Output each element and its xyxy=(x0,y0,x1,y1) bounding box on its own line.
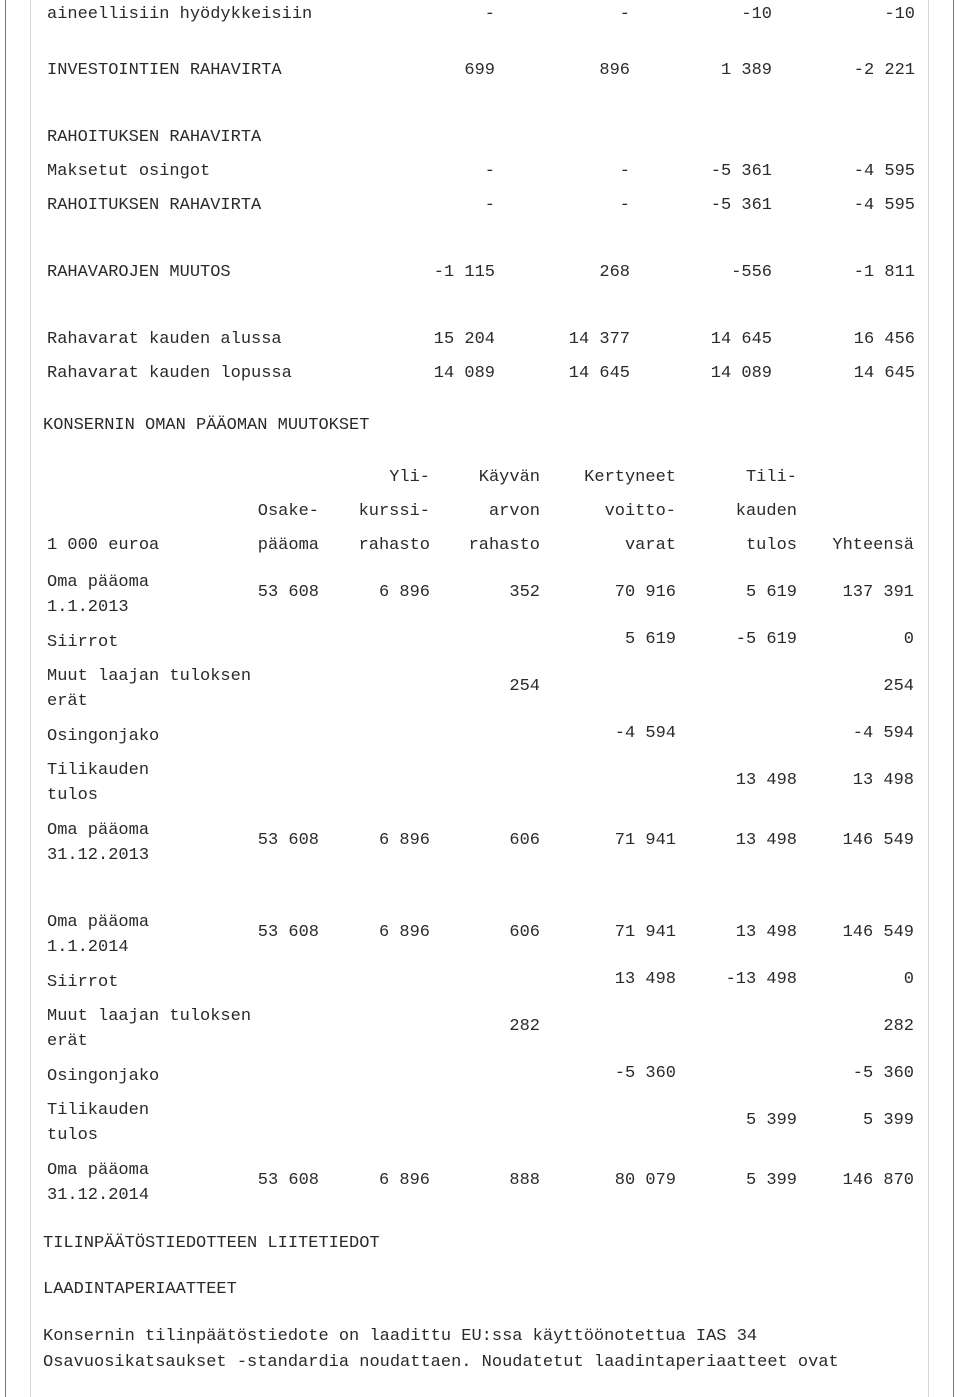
equity-cell: 606 xyxy=(509,923,540,942)
equity-cell: 53 608 xyxy=(257,583,319,602)
equity-cell: -5 360 xyxy=(852,1064,914,1083)
notes-title: TILINPÄÄTÖSTIEDOTTEEN LIITETIEDOT xyxy=(43,1234,380,1253)
equity-cell: 13 498 xyxy=(614,970,676,989)
header-cell: Tili- xyxy=(745,468,797,487)
cashflow-row xyxy=(47,5,915,29)
header-cell: Osake- xyxy=(257,502,319,521)
notes-subtitle: LAADINTAPERIAATTEET xyxy=(43,1280,237,1299)
cashflow-cell: -556 xyxy=(731,263,772,282)
cashflow-cell: - xyxy=(484,5,495,24)
cashflow-cell: 14 089 xyxy=(433,364,495,383)
cashflow-cell: -10 xyxy=(884,5,915,24)
cashflow-cell: -4 595 xyxy=(853,196,915,215)
equity-cell: 146 549 xyxy=(842,923,914,942)
equity-cell: 888 xyxy=(509,1171,540,1190)
cashflow-cell: - xyxy=(619,162,630,181)
header-cell: arvon xyxy=(488,502,540,521)
equity-cell: -13 498 xyxy=(725,970,797,989)
equity-cell: 137 391 xyxy=(842,583,914,602)
cashflow-label: Rahavarat kauden lopussa xyxy=(47,364,292,383)
equity-cell: 0 xyxy=(903,970,914,989)
header-cell: Yli- xyxy=(389,468,430,487)
label-line: 31.12.2014 xyxy=(47,1186,150,1205)
label-line: Oma pääoma xyxy=(47,1161,150,1180)
equity-row xyxy=(47,1064,915,1089)
equity-cell: 146 870 xyxy=(842,1171,914,1190)
page-border-right-inner xyxy=(928,0,929,1397)
cashflow-label: RAHAVAROJEN MUUTOS xyxy=(47,263,231,282)
label-line: Siirrot xyxy=(47,973,119,992)
header-cell: tulos xyxy=(745,536,797,555)
equity-row xyxy=(47,1098,915,1148)
label-line: erät xyxy=(47,1032,88,1051)
equity-cell: 606 xyxy=(509,831,540,850)
cashflow-cell: 14 377 xyxy=(568,330,630,349)
cashflow-label: aineellisiin hyödykkeisiin xyxy=(47,5,313,24)
equity-row xyxy=(47,724,915,749)
unit-label: 1 000 euroa xyxy=(47,536,160,555)
equity-row-label xyxy=(47,910,149,960)
equity-cell: -4 594 xyxy=(852,724,914,743)
cashflow-row xyxy=(47,330,915,354)
equity-row xyxy=(47,1158,915,1208)
cashflow-cell: -2 221 xyxy=(853,61,915,80)
cashflow-label: Rahavarat kauden alussa xyxy=(47,330,282,349)
equity-row xyxy=(47,1004,915,1054)
header-cell: kauden xyxy=(735,502,797,521)
label-line: Muut laajan tuloksen xyxy=(47,667,252,686)
cashflow-cell: 14 645 xyxy=(568,364,630,383)
cashflow-row xyxy=(47,263,915,287)
equity-row-label xyxy=(47,970,118,995)
cashflow-cell: 14 645 xyxy=(853,364,915,383)
cashflow-cell: -1 811 xyxy=(853,263,915,282)
label-line: Oma pääoma xyxy=(47,913,150,932)
cashflow-cell: -5 361 xyxy=(710,162,772,181)
equity-row xyxy=(47,818,915,868)
header-cell: varat xyxy=(624,536,676,555)
cashflow-cell: -10 xyxy=(741,5,772,24)
header-cell: voitto- xyxy=(604,502,676,521)
equity-title: KONSERNIN OMAN PÄÄOMAN MUUTOKSET xyxy=(43,416,370,435)
equity-cell: 13 498 xyxy=(852,771,914,790)
equity-cell: 282 xyxy=(509,1017,540,1036)
equity-row xyxy=(47,630,915,655)
label-line: Siirrot xyxy=(47,633,119,652)
equity-cell: 80 079 xyxy=(614,1171,676,1190)
page-border-right xyxy=(953,0,954,1397)
cashflow-cell: -4 595 xyxy=(853,162,915,181)
page-border-left xyxy=(5,0,6,1397)
header-cell: pääoma xyxy=(257,536,319,555)
equity-cell: 5 619 xyxy=(745,583,797,602)
equity-row xyxy=(47,664,915,714)
cashflow-cell: - xyxy=(619,196,630,215)
equity-cell: 13 498 xyxy=(735,831,797,850)
notes-paragraph-line: Osavuosikatsaukset -standardia noudattaen. Noudatetut laadintaperiaatteet ovat xyxy=(43,1353,839,1372)
label-line: Osingonjako xyxy=(47,727,160,746)
cashflow-label: RAHOITUKSEN RAHAVIRTA xyxy=(47,196,262,215)
label-line: erät xyxy=(47,692,88,711)
cashflow-label: INVESTOINTIEN RAHAVIRTA xyxy=(47,61,282,80)
equity-cell: 6 896 xyxy=(378,583,430,602)
label-line: Oma pääoma xyxy=(47,573,150,592)
label-line: tulos xyxy=(47,1126,99,1145)
label-line: Tilikauden xyxy=(47,1101,150,1120)
cashflow-row xyxy=(47,61,915,85)
equity-cell: 5 619 xyxy=(624,630,676,649)
label-line: Tilikauden xyxy=(47,761,150,780)
cashflow-cell: - xyxy=(484,162,495,181)
label-line: Muut laajan tuloksen xyxy=(47,1007,252,1026)
equity-cell: 6 896 xyxy=(378,831,430,850)
equity-cell: 146 549 xyxy=(842,831,914,850)
cashflow-cell: 268 xyxy=(599,263,630,282)
cashflow-label: RAHOITUKSEN RAHAVIRTA xyxy=(47,128,262,147)
equity-row-label xyxy=(47,664,251,714)
label-line: tulos xyxy=(47,786,99,805)
equity-cell: 5 399 xyxy=(745,1111,797,1130)
equity-row-label xyxy=(47,630,118,655)
cashflow-label: Maksetut osingot xyxy=(47,162,211,181)
label-line: 1.1.2014 xyxy=(47,938,129,957)
cashflow-cell: 15 204 xyxy=(433,330,495,349)
equity-row xyxy=(47,758,915,808)
equity-cell: 13 498 xyxy=(735,923,797,942)
header-cell: kurssi- xyxy=(358,502,430,521)
equity-cell: 53 608 xyxy=(257,923,319,942)
label-line: 31.12.2013 xyxy=(47,846,150,865)
equity-cell: -5 619 xyxy=(735,630,797,649)
cashflow-cell: -5 361 xyxy=(710,196,772,215)
cashflow-row xyxy=(47,364,915,388)
equity-cell: 282 xyxy=(883,1017,914,1036)
equity-cell: 6 896 xyxy=(378,1171,430,1190)
equity-cell: 71 941 xyxy=(614,831,676,850)
equity-row-label xyxy=(47,758,149,808)
cashflow-cell: 14 089 xyxy=(710,364,772,383)
header-cell: rahasto xyxy=(358,536,430,555)
equity-row-label xyxy=(47,1004,251,1054)
equity-cell: 352 xyxy=(509,583,540,602)
equity-row-label xyxy=(47,1158,149,1208)
equity-cell: 254 xyxy=(509,677,540,696)
equity-row-label xyxy=(47,818,149,868)
cashflow-cell: - xyxy=(484,196,495,215)
cashflow-cell: 699 xyxy=(464,61,495,80)
equity-row-label xyxy=(47,1098,149,1148)
cashflow-cell: 14 645 xyxy=(710,330,772,349)
equity-row-label xyxy=(47,1064,159,1089)
equity-row-label xyxy=(47,570,149,620)
header-cell: rahasto xyxy=(468,536,540,555)
equity-row xyxy=(47,970,915,995)
equity-cell: 70 916 xyxy=(614,583,676,602)
cashflow-row xyxy=(47,162,915,186)
cashflow-cell: - xyxy=(619,5,630,24)
label-line: Osingonjako xyxy=(47,1067,160,1086)
equity-cell: -4 594 xyxy=(614,724,676,743)
cashflow-row xyxy=(47,196,915,220)
equity-row xyxy=(47,570,915,620)
equity-cell: 0 xyxy=(903,630,914,649)
label-line: Oma pääoma xyxy=(47,821,150,840)
cashflow-cell: -1 115 xyxy=(433,263,495,282)
equity-cell: 6 896 xyxy=(378,923,430,942)
equity-row xyxy=(47,910,915,960)
equity-cell: 53 608 xyxy=(257,1171,319,1190)
header-cell: Yhteensä xyxy=(832,536,914,555)
header-cell: Kertyneet xyxy=(584,468,676,487)
equity-cell: 53 608 xyxy=(257,831,319,850)
cashflow-cell: 1 389 xyxy=(720,61,772,80)
cashflow-cell: 896 xyxy=(599,61,630,80)
label-line: 1.1.2013 xyxy=(47,598,129,617)
equity-cell: 5 399 xyxy=(862,1111,914,1130)
header-cell: Käyvän xyxy=(478,468,540,487)
equity-cell: 71 941 xyxy=(614,923,676,942)
notes-paragraph-line: Konsernin tilinpäätöstiedote on laadittu EU:ssa käyttöönotettua IAS 34 xyxy=(43,1327,758,1346)
equity-cell: 13 498 xyxy=(735,771,797,790)
cashflow-row xyxy=(47,128,915,152)
page-border-left-inner xyxy=(30,0,31,1397)
equity-cell: -5 360 xyxy=(614,1064,676,1083)
cashflow-cell: 16 456 xyxy=(853,330,915,349)
equity-row-label xyxy=(47,724,159,749)
equity-cell: 254 xyxy=(883,677,914,696)
equity-cell: 5 399 xyxy=(745,1171,797,1190)
